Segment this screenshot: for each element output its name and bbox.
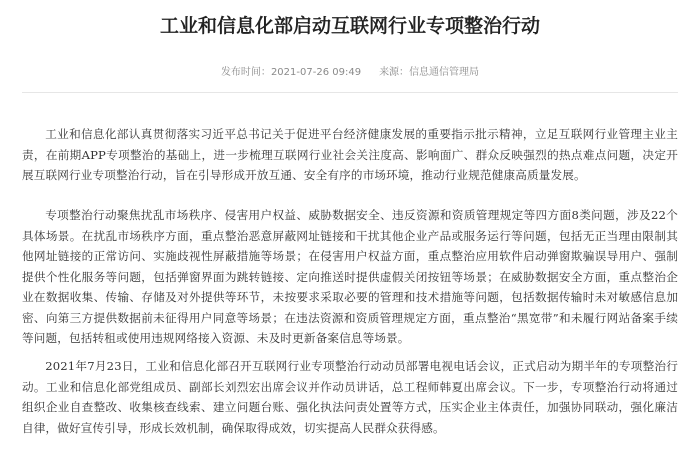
article-paragraph: 专项整治行动聚焦扰乱市场秩序、侵害用户权益、威胁数据安全、违反资源和资质管理规定等四方面8类问题，涉及22个具体场景。在扰乱市场秩序方面，重点整治恶意屏蔽网址链接和干扰其他企业产品或服务运行等问题，包括无正当理由限制其他网址链接的正常访问、实施歧视性屏蔽措施等场景；在侵害用户权益方面，重点整治应用软件启动弹窗欺骗误导用户、强制提供个性化服务等问题，包括弹窗界面为跳转链接、定向推送时提供虚假关闭按钮等场景；在威胁数据安全方面，重点整治企业在数据收集、传输、存储及对外提供等环节，未按要求采取必要的管理和技术措施等问题，包括数据传输时未对敏感信息加密、向第三方提供数据前未征得用户同意等场景；在违法资源和资质管理规定方面，重点整治“黑宽带”和未履行网站备案手续等问题，包括转租或使用违规网络接入资源、未及时更新备案信息等场景。 xyxy=(22,208,678,345)
published-label: 发布时间： xyxy=(220,67,271,78)
source-value: 信息通信管理局 xyxy=(409,67,480,78)
source-label: 来源： xyxy=(379,67,410,78)
article-paragraph: 工业和信息化部认真贯彻落实习近平总书记关于促进平台经济健康发展的重要指示批示精神，立足互联网行业管理主业主责，在前期APP专项整治的基础上，进一步梳理互联网行业社会关注度高、影响面广、群众反映强烈的热点难点问题，决定开展互联网行业专项整治行动，旨在引导形成开放互通、安全有序的市场环境，推动行业规范健康高质量发展。 xyxy=(22,127,678,182)
article-meta xyxy=(0,64,700,82)
published-time: 2021-07-26 09:49 xyxy=(270,67,362,78)
meta-divider xyxy=(22,92,678,93)
article-paragraph: 2021年7月23日，工业和信息化部召开互联网行业专项整治行动动员部署电视电话会议，正式启动为期半年的专项整治行动。工业和信息化部党组成员、副部长刘烈宏出席会议并作动员讲话，总工程师韩夏出席会议。下一步，专项整治行动将通过组织企业自查整改、收集核查线索、建立问题台账、强化执法问责处置等方式，压实企业主体责任，加强协同联动，强化廉洁自律，做好宣传引导，形成长效机制，确保取得成效，切实提高人民群众获得感。 xyxy=(22,359,678,435)
article-title: 工业和信息化部启动互联网行业专项整治行动 xyxy=(159,15,540,37)
